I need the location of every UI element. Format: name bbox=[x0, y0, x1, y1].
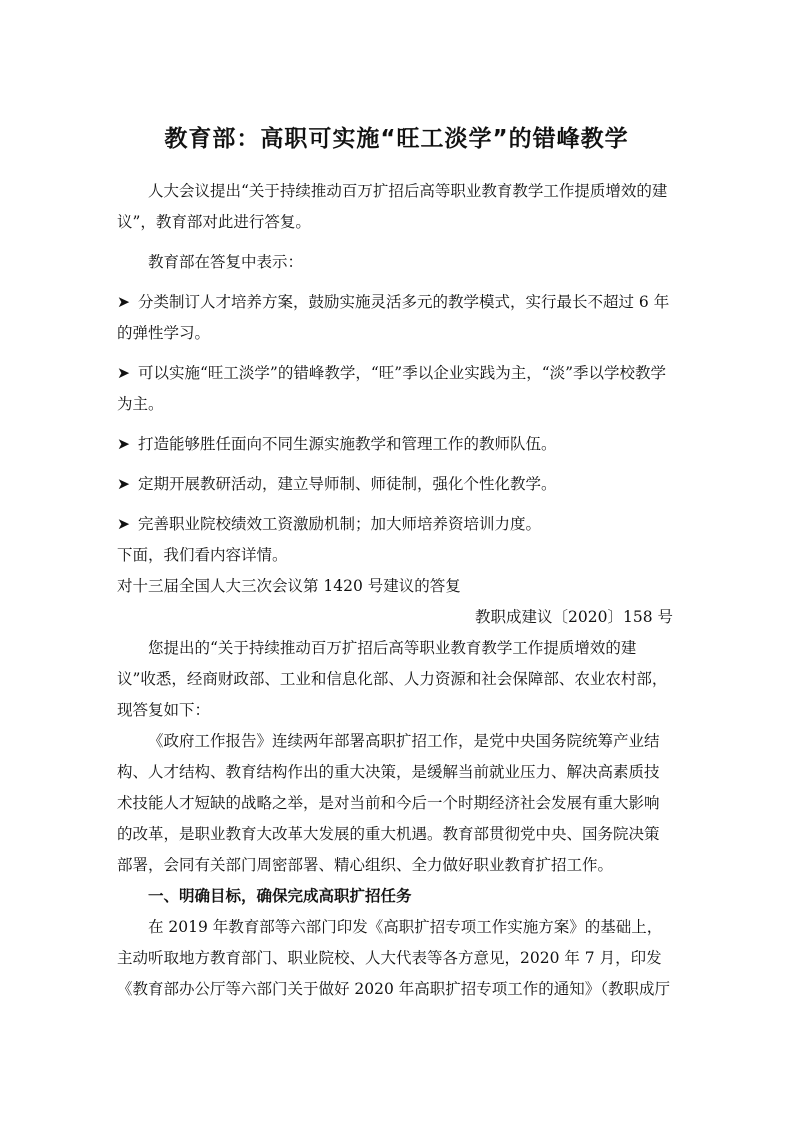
statement-paragraph: 教育部在答复中表示： bbox=[148, 253, 304, 271]
bullet-text: 可以实施“旺工淡学”的错峰教学，“旺”季以企业实践为主，“淡”季以学校教学为主。 bbox=[117, 364, 667, 413]
bullet-text: 分类制订人才培养方案，鼓励实施灵活多元的教学模式，实行最长不超过 6 年的弹性学习。 bbox=[117, 293, 670, 342]
bullet-item bbox=[117, 469, 673, 500]
document-title: 教育部：高职可实施“旺工淡学”的错峰教学 bbox=[164, 126, 629, 152]
transition-text: 下面，我们看内容详情。 bbox=[117, 546, 288, 564]
bullet-text: 定期开展教研活动，建立导师制、师徒制，强化个性化教学。 bbox=[138, 475, 557, 493]
reply-code: 教职成建议〔2020〕158 号 bbox=[475, 608, 673, 626]
bullet-text: 打造能够胜任面向不同生源实施教学和管理工作的教师队伍。 bbox=[138, 435, 557, 453]
bullet-item bbox=[117, 429, 673, 460]
section-heading: 一、明确目标，确保完成高职扩招任务 bbox=[148, 887, 412, 905]
reply-title: 对十三届全国人大三次会议第 1420 号建议的答复 bbox=[117, 577, 461, 595]
arrow-icon: ➤ bbox=[117, 364, 130, 382]
bullet-item bbox=[117, 358, 673, 420]
body-paragraph-1: 您提出的“关于持续推动百万扩招后高等职业教育教学工作提质增效的建议”收悉，经商财政部、工业和信息化部、人力资源和社会保障部、农业农村部，现答复如下： bbox=[117, 639, 668, 719]
body-paragraph-3: 在 2019 年教育部等六部门印发《高职扩招专项工作实施方案》的基础上，主动听取地方教育部门、职业院校、人大代表等各方意见，2020 年 7 月，印发《教育部办公厅等六部门关于做好 2020 年高职扩招专项工作的通知》（教职成厅 bbox=[117, 918, 671, 998]
bullet-item bbox=[117, 509, 673, 540]
bullet-item bbox=[117, 287, 673, 349]
intro-paragraph: 人大会议提出“关于持续推动百万扩招后高等职业教育教学工作提质增效的建议”，教育部对此进行答复。 bbox=[117, 182, 668, 231]
bullet-text: 完善职业院校绩效工资激励机制；加大师培养资培训力度。 bbox=[138, 515, 542, 533]
arrow-icon: ➤ bbox=[117, 475, 130, 493]
body-paragraph-2: 《政府工作报告》连续两年部署高职扩招工作，是党中央国务院统筹产业结构、人才结构、教育结构作出的重大决策，是缓解当前就业压力、解决高素质技术技能人才短缺的战略之举，是对当前和今后一个时期经济社会发展有重大影响的改革，是职业教育大改革大发展的重大机遇。教育部贯彻党中央、国务院决策部署，会同有关部门周密部署、精心组织、全力做好职业教育扩招工作。 bbox=[117, 732, 660, 874]
document-body bbox=[117, 176, 673, 1005]
arrow-icon: ➤ bbox=[117, 293, 130, 311]
arrow-icon: ➤ bbox=[117, 515, 130, 533]
arrow-icon: ➤ bbox=[117, 435, 130, 453]
